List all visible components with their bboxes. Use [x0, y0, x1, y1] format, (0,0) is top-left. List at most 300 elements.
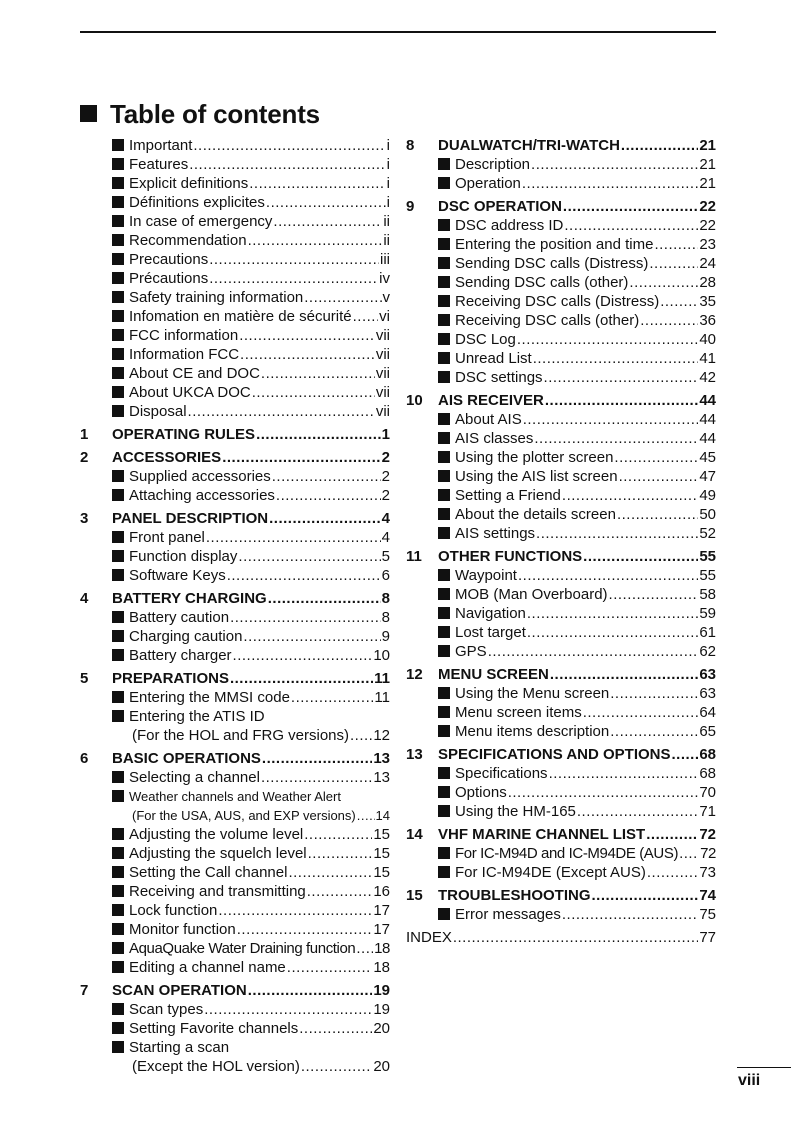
- dot-leader: [307, 882, 373, 901]
- toc-label: Charging caution: [129, 628, 243, 645]
- toc-page-number: 13: [373, 750, 390, 767]
- dot-leader: [536, 524, 698, 543]
- toc-entry[interactable]: [406, 174, 716, 193]
- toc-entry[interactable]: [80, 486, 390, 505]
- toc-entry[interactable]: [80, 326, 390, 345]
- toc-entry-line: [438, 197, 716, 216]
- toc-label: OTHER FUNCTIONS: [438, 548, 583, 565]
- toc-entry-line: [438, 585, 716, 604]
- toc-page-number: 11: [374, 689, 390, 706]
- toc-page-number: 15: [373, 845, 390, 862]
- dot-leader: [621, 136, 698, 155]
- toc-entry[interactable]: [80, 863, 390, 882]
- dot-leader: [679, 844, 699, 863]
- toc-entry-line: [112, 707, 390, 726]
- toc-label: AIS classes: [455, 430, 534, 447]
- toc-page-number: 18: [374, 940, 390, 957]
- dot-leader: [527, 604, 698, 623]
- toc-entry[interactable]: [80, 844, 390, 863]
- dot-leader: [583, 703, 699, 722]
- dot-leader: [261, 768, 372, 787]
- toc-page-number: 44: [699, 430, 716, 447]
- toc-page-number: 2: [381, 487, 390, 504]
- toc-label: GPS: [455, 643, 487, 660]
- dot-leader: [262, 749, 372, 768]
- square-bullet-icon: [112, 691, 124, 703]
- dot-leader: [592, 886, 699, 905]
- toc-page-number: 17: [373, 921, 390, 938]
- toc-entry[interactable]: [80, 1019, 390, 1038]
- toc-entry[interactable]: [406, 623, 716, 642]
- square-bullet-icon: [438, 607, 450, 619]
- toc-label: Lost target: [455, 624, 526, 641]
- toc-entry[interactable]: [80, 608, 390, 627]
- dot-leader: [522, 174, 698, 193]
- chapter-number: 3: [80, 510, 89, 527]
- toc-label: Setting the Call channel: [129, 864, 288, 881]
- toc-entry[interactable]: [80, 547, 390, 566]
- square-bullet-icon: [438, 786, 450, 798]
- toc-entry-line: [112, 669, 390, 688]
- toc-entry[interactable]: [406, 905, 716, 924]
- square-bullet-icon: [438, 158, 450, 170]
- toc-label: Menu items description: [455, 723, 610, 740]
- toc-entry-line: [112, 212, 390, 231]
- toc-entry[interactable]: [406, 524, 716, 543]
- toc-entry[interactable]: [80, 383, 390, 402]
- toc-entry[interactable]: [406, 585, 716, 604]
- dot-leader: [550, 665, 698, 684]
- dot-leader: [204, 1000, 372, 1019]
- toc-label: For IC-M94DE (Except AUS): [455, 864, 646, 881]
- toc-entry-line: [438, 886, 716, 905]
- toc-page-number: 44: [699, 411, 716, 428]
- toc-page-number: 15: [373, 826, 390, 843]
- toc-label: For IC-M94D and IC-M94DE (AUS): [455, 845, 679, 862]
- square-bullet-icon: [112, 550, 124, 562]
- toc-entry-line: [438, 722, 716, 741]
- toc-page-number: iii: [380, 251, 390, 268]
- toc-page-number: 5: [381, 548, 390, 565]
- dot-leader: [629, 273, 698, 292]
- toc-entry[interactable]: [80, 174, 390, 193]
- dot-leader: [222, 448, 380, 467]
- toc-page-number: 45: [699, 449, 716, 466]
- chapter-number: 4: [80, 590, 89, 607]
- square-bullet-icon: [438, 908, 450, 920]
- toc-entry[interactable]: [80, 467, 390, 486]
- toc-page-number: 68: [699, 746, 716, 763]
- toc-page-number: ii: [383, 232, 390, 249]
- square-bullet-icon: [112, 771, 124, 783]
- square-bullet-icon: [112, 272, 124, 284]
- dot-leader: [252, 383, 375, 402]
- toc-page-number: 19: [373, 1001, 390, 1018]
- square-bullet-icon: [112, 866, 124, 878]
- toc-entry-line: [438, 174, 716, 193]
- toc-entry[interactable]: [406, 604, 716, 623]
- toc-entry-line: [438, 292, 716, 311]
- toc-entry[interactable]: [406, 330, 716, 349]
- toc-entry[interactable]: [406, 410, 716, 429]
- toc-entry[interactable]: [406, 292, 716, 311]
- toc-entry[interactable]: [406, 349, 716, 368]
- toc-entry-line: [438, 349, 716, 368]
- toc-chapter[interactable]: [406, 745, 716, 764]
- toc-label: FCC information: [129, 327, 239, 344]
- toc-label: Menu screen items: [455, 704, 582, 721]
- toc-page-number: 41: [699, 350, 716, 367]
- toc-entry-line: [112, 250, 390, 269]
- toc-entry[interactable]: [80, 726, 390, 745]
- dot-leader: [562, 486, 698, 505]
- toc-entry-line: [112, 425, 390, 444]
- dot-leader: [531, 155, 698, 174]
- toc-label: Battery caution: [129, 609, 230, 626]
- toc-chapter[interactable]: [406, 886, 716, 905]
- toc-entry[interactable]: [406, 155, 716, 174]
- toc-entry[interactable]: [80, 920, 390, 939]
- toc-entry[interactable]: [80, 250, 390, 269]
- dot-leader: [619, 467, 699, 486]
- toc-page-number: 58: [699, 586, 716, 603]
- toc-page-number: 68: [699, 765, 716, 782]
- toc-entry[interactable]: [406, 684, 716, 703]
- square-bullet-icon: [438, 645, 450, 657]
- square-bullet-icon: [438, 257, 450, 269]
- toc-page-number: 55: [699, 567, 716, 584]
- toc-entry-line: [112, 1019, 390, 1038]
- square-bullet-icon: [112, 177, 124, 189]
- chapter-number: 13: [406, 746, 423, 763]
- header-rule: [80, 31, 716, 33]
- toc-label: About AIS: [455, 411, 522, 428]
- toc-entry[interactable]: [406, 722, 716, 741]
- toc-entry-line: [112, 528, 390, 547]
- toc-chapter[interactable]: [80, 749, 390, 768]
- toc-label: Définitions explicites: [129, 194, 265, 211]
- square-bullet-icon: [438, 508, 450, 520]
- toc-page-number: 10: [373, 647, 390, 664]
- toc-label: AIS RECEIVER: [438, 392, 544, 409]
- toc-entry[interactable]: [80, 825, 390, 844]
- toc-entry[interactable]: [406, 448, 716, 467]
- toc-page-number: 6: [381, 567, 390, 584]
- square-bullet-icon: [438, 470, 450, 482]
- toc-page-number: v: [382, 289, 390, 306]
- toc-entry[interactable]: [406, 368, 716, 387]
- toc-page-number: 8: [381, 609, 390, 626]
- toc-entry[interactable]: [406, 486, 716, 505]
- toc-entry-line: [438, 802, 716, 821]
- toc-entry-line: [112, 1038, 390, 1057]
- toc-page-number: i: [386, 156, 390, 173]
- dot-leader: [527, 623, 698, 642]
- toc-chapter[interactable]: [406, 136, 716, 155]
- toc-entry[interactable]: [406, 783, 716, 802]
- toc-label: About CE and DOC: [129, 365, 260, 382]
- toc-entry[interactable]: [406, 467, 716, 486]
- toc-entry[interactable]: [406, 802, 716, 821]
- toc-chapter[interactable]: [80, 509, 390, 528]
- dot-leader: [248, 981, 373, 1000]
- toc-entry[interactable]: [80, 364, 390, 383]
- toc-chapter[interactable]: [406, 825, 716, 844]
- toc-label: BASIC OPERATIONS: [112, 750, 261, 767]
- toc-entry-line: [112, 174, 390, 193]
- toc-entry[interactable]: [80, 566, 390, 585]
- toc-right-column: [406, 136, 716, 947]
- toc-entry-line: [438, 486, 716, 505]
- square-bullet-icon: [112, 630, 124, 642]
- toc-page-number: 75: [699, 906, 716, 923]
- toc-page-number: 72: [700, 845, 716, 862]
- toc-entry[interactable]: [80, 528, 390, 547]
- toc-entry[interactable]: [80, 901, 390, 920]
- toc-chapter[interactable]: [406, 391, 716, 410]
- dot-leader: [272, 467, 381, 486]
- toc-entry-line: [438, 825, 716, 844]
- toc-label: About the details screen: [455, 506, 616, 523]
- toc-entry[interactable]: [80, 136, 390, 155]
- toc-entry-line: [112, 825, 390, 844]
- square-bullet-icon: [438, 569, 450, 581]
- square-bullet-icon: [112, 253, 124, 265]
- toc-entry[interactable]: [80, 345, 390, 364]
- square-bullet-icon: [112, 470, 124, 482]
- toc-label: PANEL DESCRIPTION: [112, 510, 269, 527]
- toc-entry[interactable]: [406, 844, 716, 863]
- toc-page-number: 50: [699, 506, 716, 523]
- toc-entry[interactable]: [80, 155, 390, 174]
- toc-page-number: 17: [373, 902, 390, 919]
- toc-label: BATTERY CHARGING: [112, 590, 267, 607]
- dot-leader: [238, 547, 380, 566]
- toc-entry-line: [112, 958, 390, 977]
- toc-entry[interactable]: [80, 269, 390, 288]
- toc-label: Precautions: [129, 251, 209, 268]
- toc-page-number: 24: [699, 255, 716, 272]
- dot-leader: [614, 448, 698, 467]
- dot-leader: [488, 642, 699, 661]
- square-bullet-icon: [112, 923, 124, 935]
- dot-leader: [206, 528, 381, 547]
- toc-page-number: 16: [373, 883, 390, 900]
- toc-entry[interactable]: [80, 307, 390, 326]
- toc-chapter[interactable]: [80, 589, 390, 608]
- dot-leader: [577, 802, 698, 821]
- toc-page-number: 44: [699, 392, 716, 409]
- toc-entry[interactable]: [406, 273, 716, 292]
- chapter-number: 6: [80, 750, 89, 767]
- page-title-text: Table of contents: [110, 99, 320, 129]
- toc-entry[interactable]: [80, 958, 390, 977]
- toc-entry-line: [112, 920, 390, 939]
- toc-entry-line: [438, 136, 716, 155]
- toc-entry-line: [438, 216, 716, 235]
- toc-entry[interactable]: [80, 1000, 390, 1019]
- dot-leader: [249, 174, 385, 193]
- chapter-number: 5: [80, 670, 89, 687]
- toc-page-number: i: [386, 194, 390, 211]
- toc-label: Selecting a channel: [129, 769, 260, 786]
- toc-label: Recommendation: [129, 232, 247, 249]
- toc-entry[interactable]: [80, 288, 390, 307]
- toc-chapter[interactable]: [80, 425, 390, 444]
- square-bullet-icon: [438, 238, 450, 250]
- toc-entry[interactable]: [80, 707, 390, 726]
- toc-label: Attaching accessories: [129, 487, 275, 504]
- toc-label: OPERATING RULES: [112, 426, 256, 443]
- toc-chapter[interactable]: [406, 665, 716, 684]
- toc-page-number: 21: [699, 175, 716, 192]
- square-bullet-icon: [438, 413, 450, 425]
- toc-entry-line: [112, 155, 390, 174]
- dot-leader: [240, 345, 375, 364]
- toc-page-number: 65: [699, 723, 716, 740]
- toc-page-number: 2: [381, 468, 390, 485]
- toc-label: Sending DSC calls (other): [455, 274, 629, 291]
- chapter-number: 12: [406, 666, 423, 683]
- toc-page-number: 4: [381, 529, 390, 546]
- toc-label: Setting Favorite channels: [129, 1020, 299, 1037]
- dot-leader: [243, 627, 380, 646]
- toc-entry[interactable]: [80, 646, 390, 665]
- toc-entry[interactable]: [406, 764, 716, 783]
- toc-chapter[interactable]: [80, 981, 390, 1000]
- toc-entry[interactable]: [406, 863, 716, 882]
- toc-page-number: 19: [373, 982, 390, 999]
- dot-leader: [230, 608, 381, 627]
- toc-entry[interactable]: [406, 216, 716, 235]
- toc-entry[interactable]: [80, 806, 390, 825]
- toc-entry-line: [438, 429, 716, 448]
- toc-page-number: 72: [699, 826, 716, 843]
- toc-entry[interactable]: [406, 311, 716, 330]
- square-bullet-icon: [112, 611, 124, 623]
- toc-entry-line: [112, 566, 390, 585]
- toc-entry-line: [112, 589, 390, 608]
- toc-entry[interactable]: [80, 627, 390, 646]
- toc-entry[interactable]: [406, 429, 716, 448]
- toc-entry-line: [112, 231, 390, 250]
- toc-page-number: 73: [699, 864, 716, 881]
- toc-label: Setting a Friend: [455, 487, 561, 504]
- toc-entry[interactable]: [406, 235, 716, 254]
- toc-entry[interactable]: [80, 193, 390, 212]
- toc-chapter[interactable]: [406, 547, 716, 566]
- toc-entry-line: [112, 402, 390, 421]
- toc-page-number: i: [386, 137, 390, 154]
- dot-leader: [508, 783, 699, 802]
- toc-entry-line: [438, 642, 716, 661]
- toc-entry[interactable]: [406, 928, 716, 947]
- toc-entry[interactable]: [406, 505, 716, 524]
- toc-entry[interactable]: [80, 212, 390, 231]
- toc-entry[interactable]: [80, 768, 390, 787]
- toc-entry-line: [112, 863, 390, 882]
- toc-entry-line: [438, 311, 716, 330]
- toc-entry-line: [132, 726, 390, 745]
- dot-leader: [660, 292, 698, 311]
- square-bullet-icon: [438, 847, 450, 859]
- toc-entry[interactable]: [80, 1057, 390, 1076]
- toc-entry-line: [438, 863, 716, 882]
- toc-entry[interactable]: [80, 939, 390, 958]
- toc-entry[interactable]: [406, 254, 716, 273]
- toc-page-number: 9: [381, 628, 390, 645]
- toc-label: About UKCA DOC: [129, 384, 251, 401]
- toc-label: DSC address ID: [455, 217, 564, 234]
- toc-label: PREPARATIONS: [112, 670, 229, 687]
- toc-entry[interactable]: [80, 787, 390, 806]
- toc-label: Entering the MMSI code: [129, 689, 290, 706]
- toc-entry[interactable]: [80, 1038, 390, 1057]
- dot-leader: [273, 212, 382, 231]
- dot-leader: [649, 254, 698, 273]
- toc-chapter[interactable]: [80, 448, 390, 467]
- toc-entry-line: [438, 330, 716, 349]
- toc-chapter[interactable]: [406, 197, 716, 216]
- dot-leader: [654, 235, 698, 254]
- toc-entry-line: [438, 745, 716, 764]
- toc-chapter[interactable]: [80, 669, 390, 688]
- dot-leader: [357, 806, 375, 825]
- chapter-number: 11: [406, 548, 422, 565]
- square-bullet-icon: [112, 942, 124, 954]
- toc-entry-line: [438, 905, 716, 924]
- dot-leader: [308, 844, 373, 863]
- toc-label: Lock function: [129, 902, 218, 919]
- dot-leader: [523, 410, 699, 429]
- toc-page-number: 49: [699, 487, 716, 504]
- dot-leader: [301, 1057, 372, 1076]
- toc-page-number: 21: [699, 137, 716, 154]
- toc-label: Information FCC: [129, 346, 240, 363]
- square-bullet-icon: [112, 790, 124, 802]
- toc-entry[interactable]: [406, 566, 716, 585]
- square-bullet-icon: [112, 348, 124, 360]
- toc-entry[interactable]: [80, 882, 390, 901]
- toc-entry[interactable]: [406, 642, 716, 661]
- dot-leader: [545, 391, 698, 410]
- toc-label: Supplied accessories: [129, 468, 271, 485]
- toc-page-number: 22: [699, 217, 716, 234]
- toc-page-number: iv: [379, 270, 390, 287]
- toc-page-number: 63: [699, 685, 716, 702]
- square-bullet-icon: [112, 405, 124, 417]
- dot-leader: [453, 928, 698, 947]
- toc-left-column: [80, 136, 390, 1076]
- toc-entry-line: [112, 688, 390, 707]
- toc-entry-line: [112, 448, 390, 467]
- toc-label: Receiving DSC calls (Distress): [455, 293, 660, 310]
- dot-leader: [672, 745, 699, 764]
- toc-entry[interactable]: [80, 402, 390, 421]
- toc-entry[interactable]: [406, 703, 716, 722]
- toc-entry-line: [112, 608, 390, 627]
- dot-leader: [518, 566, 698, 585]
- toc-entry[interactable]: [80, 231, 390, 250]
- toc-label: AquaQuake Water Draining function: [129, 940, 356, 957]
- footer-rule: [737, 1067, 791, 1068]
- toc-label: SCAN OPERATION: [112, 982, 247, 999]
- toc-entry-line: [112, 364, 390, 383]
- toc-entry[interactable]: [80, 688, 390, 707]
- toc-entry-line: [112, 844, 390, 863]
- toc-page-number: 15: [373, 864, 390, 881]
- toc-entry-line: [112, 882, 390, 901]
